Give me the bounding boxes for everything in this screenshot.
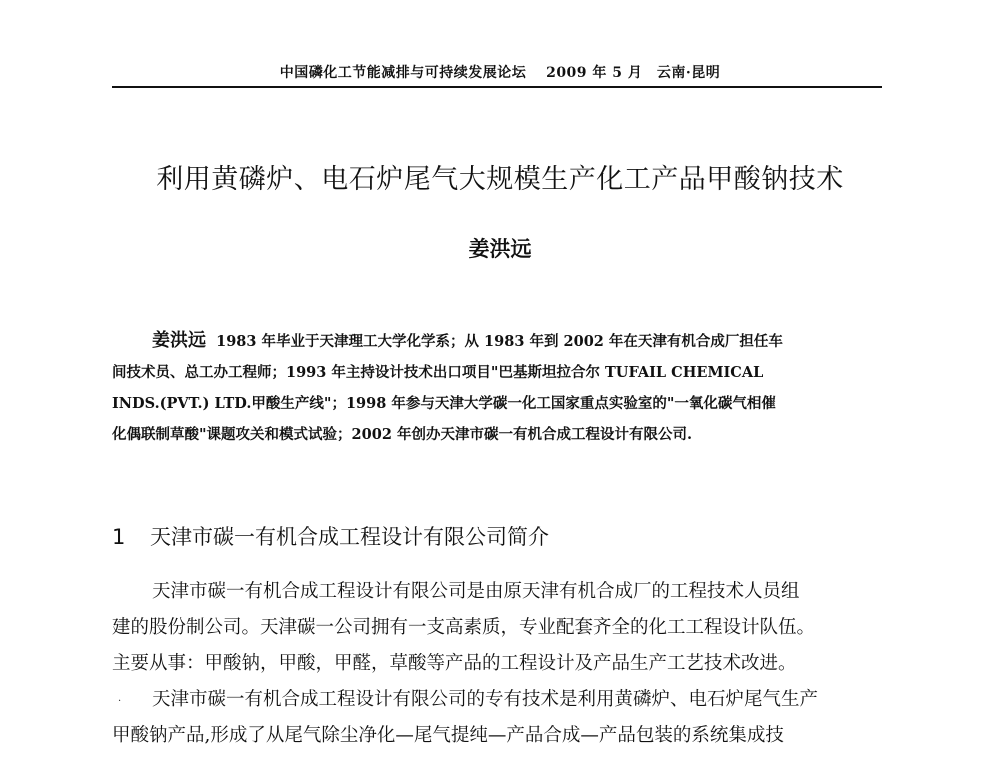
section-heading (112, 521, 549, 551)
paragraph-2-line-1: 天津市碳一有机合成工程设计有限公司的专有技术是利用黄磷炉、电石炉尾气生产 (152, 689, 819, 710)
paragraph-1-line-1: 天津市碳一有机合成工程设计有限公司是由原天津有机合成厂的工程技术人员组 (152, 581, 800, 602)
bio-name: 姜洪远 (152, 330, 206, 351)
running-header: 中国磷化工节能减排与可持续发展论坛 2009 年 5 月 云南·昆明 (279, 65, 721, 81)
bio-line-3: INDS.(PVT.) LTD.甲酸生产线"；1998 年参与天津大学碳一化工国家重点实验室的"一氧化碳气相催 (112, 395, 776, 412)
author-name: 姜洪远 (468, 237, 532, 261)
author-bio (112, 325, 884, 450)
scan-speck: · (118, 696, 122, 707)
bio-line-1 (112, 325, 884, 357)
bio-line-1-text: 1983 年毕业于天津理工大学化学系；从 1983 年到 2002 年在天津有机合成厂担任车 (216, 333, 783, 350)
bio-line-4: 化偶联制草酸"课题攻关和模式试验；2002 年创办天津市碳一有机合成工程设计有限公司. (112, 426, 693, 443)
bio-line-2: 间技术员、总工办工程师；1993 年主持设计技术出口项目"巴基斯坦拉合尔 TUFAIL CHEMICAL (112, 364, 764, 381)
body-text (112, 574, 888, 754)
section-title: 天津市碳一有机合成工程设计有限公司简介 (150, 525, 549, 549)
paragraph-1-line-3: 主要从事：甲酸钠，甲酸，甲醛，草酸等产品的工程设计及产品生产工艺技术改进。 (112, 653, 797, 674)
paragraph-1-line-2: 建的股份制公司。天津碳一公司拥有一支高素质，专业配套齐全的化工工程设计队伍。 (112, 617, 816, 638)
section-number: 1 (112, 525, 126, 549)
header-rule (112, 86, 882, 88)
paper-title: 利用黄磷炉、电石炉尾气大规模生产化工产品甲酸钠技术 (156, 164, 844, 195)
paragraph-2-line-2: 甲酸钠产品,形成了从尾气除尘净化—尾气提纯—产品合成—产品包装的系统集成技 (112, 725, 784, 746)
